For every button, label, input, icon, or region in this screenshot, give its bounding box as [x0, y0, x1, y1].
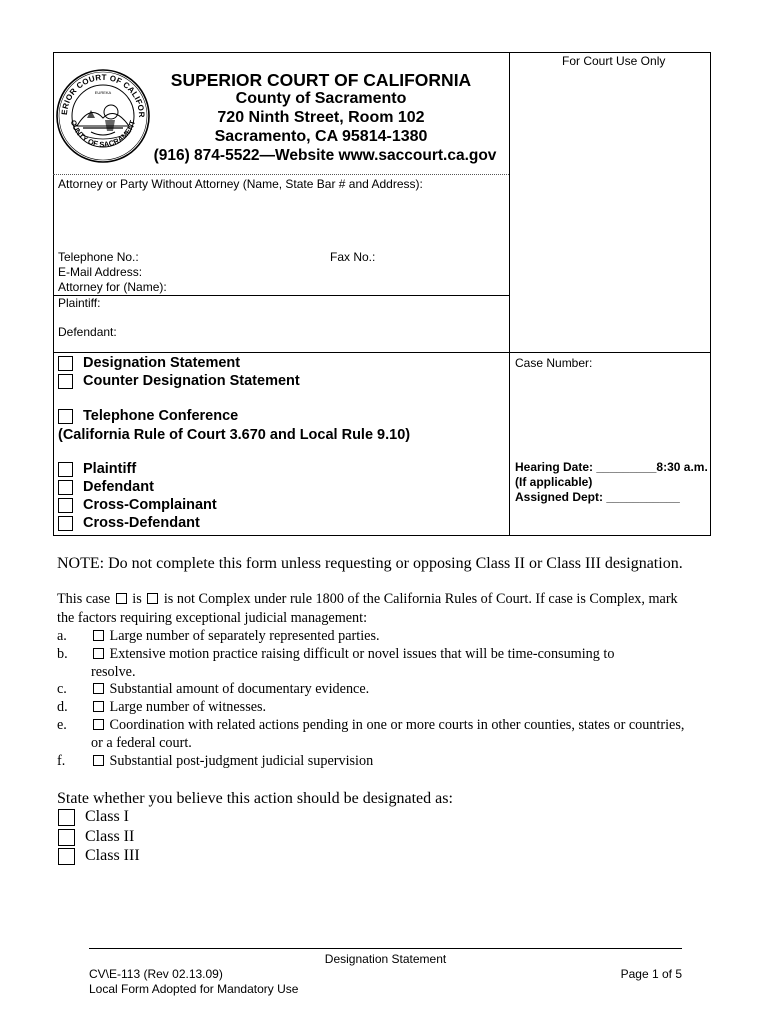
class-i-label: Class I	[85, 808, 129, 825]
factor-text: Coordination with related actions pending in one or more courts in other counties, states or countries,	[109, 717, 685, 733]
attorney-parties-divider	[53, 295, 509, 296]
court-contact: (916) 874-5522—Website www.saccourt.ca.gov	[153, 147, 497, 164]
footer-form-id: CV\E-113 (Rev 02.13.09)	[89, 967, 223, 981]
header-divider	[53, 174, 509, 175]
factor-c	[57, 681, 369, 698]
factor-f-checkbox[interactable]	[93, 755, 104, 766]
hearing-date-label: Hearing Date: _________8:30 a.m.	[515, 460, 708, 474]
plaintiff-label: Plaintiff:	[58, 296, 101, 310]
svg-text:EUREKA: EUREKA	[94, 90, 112, 95]
factor-text: Large number of witnesses.	[109, 699, 267, 715]
factor-letter: c.	[57, 681, 67, 697]
intro-this-case: This case	[57, 591, 111, 607]
factor-b-checkbox[interactable]	[93, 648, 104, 659]
factor-e-cont: or a federal court.	[91, 735, 192, 751]
attorney-input[interactable]	[56, 193, 506, 247]
footer-rule	[89, 948, 682, 949]
defendant-label: Defendant:	[58, 325, 117, 339]
designation-label: Designation Statement	[83, 355, 241, 372]
cross-complainant-checkbox[interactable]	[58, 498, 73, 513]
defendant-checkbox[interactable]	[58, 480, 73, 495]
is-complex-checkbox[interactable]	[116, 593, 127, 604]
attorney-for-label: Attorney for (Name):	[58, 280, 167, 294]
class-i-checkbox[interactable]	[58, 809, 75, 826]
factor-letter: f.	[57, 753, 66, 769]
class-prompt: State whether you believe this action should be designated as:	[57, 790, 453, 807]
footer-adopted: Local Form Adopted for Mandatory Use	[89, 982, 299, 996]
factor-d	[57, 699, 266, 716]
factor-text: Substantial post-judgment judicial supervision	[109, 753, 374, 769]
is-not-complex-checkbox[interactable]	[147, 593, 158, 604]
svg-text:COUNTY OF SACRAMENTO: OUNTY OF SACRAMENT	[68, 118, 138, 150]
court-seal	[55, 68, 151, 164]
court-county: County of Sacramento	[235, 90, 407, 107]
counter-designation-label: Counter Designation Statement	[83, 373, 300, 390]
factor-letter: e.	[57, 717, 67, 733]
counter-designation-checkbox[interactable]	[58, 374, 73, 389]
factor-letter: b.	[57, 646, 68, 662]
complex-statement-cont: the factors requiring exceptional judicial management:	[57, 610, 368, 626]
factor-text: Extensive motion practice raising difficult or novel issues that will be time-consuming to	[109, 646, 615, 662]
if-applicable-label: (If applicable)	[515, 475, 593, 489]
court-city: Sacramento, CA 95814-1380	[214, 128, 428, 145]
telephone-conference-label: Telephone Conference	[83, 408, 239, 425]
complex-statement	[57, 592, 678, 606]
factor-e	[57, 717, 684, 734]
attorney-label: Attorney or Party Without Attorney (Name, State Bar # and Address):	[58, 177, 423, 191]
intro-is-not: is not Complex under rule 1800 of the California Rules of Court. If case is Complex, mark	[163, 591, 678, 607]
fax-label: Fax No.:	[330, 250, 376, 264]
court-street: 720 Ninth Street, Room 102	[217, 109, 425, 126]
factor-letter: d.	[57, 699, 68, 715]
form-note: NOTE: Do not complete this form unless requesting or opposing Class II or Class III designation.	[57, 555, 683, 572]
telephone-label: Telephone No.:	[58, 250, 139, 264]
cross-defendant-label: Cross-Defendant	[83, 515, 200, 532]
class-iii-label: Class III	[85, 847, 140, 864]
cross-complainant-label: Cross-Complainant	[83, 497, 217, 514]
designation-checkbox[interactable]	[58, 356, 73, 371]
factor-d-checkbox[interactable]	[93, 701, 104, 712]
factor-c-checkbox[interactable]	[93, 683, 104, 694]
footer-title: Designation Statement	[324, 952, 447, 966]
svg-text:SUPERIOR COURT OF CALIFORNIA: ERIOR COURT OF CALIFOR	[59, 72, 147, 118]
court-use-label: For Court Use Only	[562, 54, 666, 68]
court-name: SUPERIOR COURT OF CALIFORNIA	[170, 70, 472, 90]
parties-statement-divider	[53, 352, 711, 353]
factor-b-cont: resolve.	[91, 664, 136, 680]
factor-letter: a.	[57, 628, 67, 644]
factor-e-checkbox[interactable]	[93, 719, 104, 730]
class-ii-label: Class II	[85, 828, 135, 845]
factor-b	[57, 646, 614, 663]
class-iii-checkbox[interactable]	[58, 848, 75, 865]
rule-note: (California Rule of Court 3.670 and Local Rule 9.10)	[58, 427, 411, 443]
assigned-dept-label: Assigned Dept: ___________	[515, 490, 680, 504]
footer-page-number: Page 1 of 5	[620, 967, 682, 981]
column-divider	[509, 52, 510, 536]
factor-f	[57, 753, 373, 770]
factor-a-checkbox[interactable]	[93, 630, 104, 641]
factor-text: Substantial amount of documentary evidence.	[109, 681, 370, 697]
factor-a	[57, 628, 380, 645]
plaintiff-checkbox[interactable]	[58, 462, 73, 477]
intro-is: is	[132, 591, 142, 607]
defendant-role-label: Defendant	[83, 479, 154, 496]
case-number-label: Case Number:	[515, 356, 593, 370]
class-ii-checkbox[interactable]	[58, 829, 75, 846]
plaintiff-role-label: Plaintiff	[83, 461, 137, 478]
factor-text: Large number of separately represented parties.	[109, 628, 380, 644]
telephone-conference-checkbox[interactable]	[58, 409, 73, 424]
cross-defendant-checkbox[interactable]	[58, 516, 73, 531]
email-label: E-Mail Address:	[58, 265, 143, 279]
